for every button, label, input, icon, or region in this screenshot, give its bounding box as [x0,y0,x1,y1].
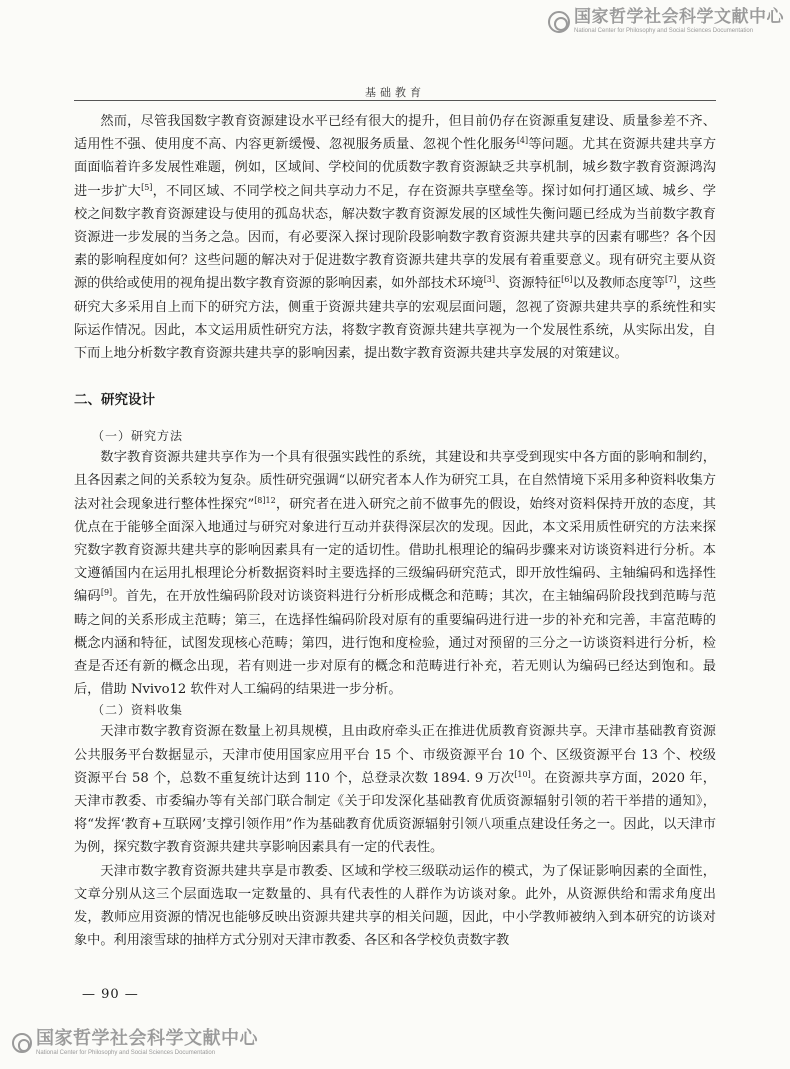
text-run: 天津市数字教育资源共建共享是市教委、区域和学校三级联动运作的模式，为了保证影响因素的全面性，文章分别从这三个层面选取一定数量的、具有代表性的人群作为访谈对象。此外，从资源供给和需求角度出发，教师应用资源的情况也能够反映出资源共建共享的相关问题，因此，中小学教师被纳入到本研究的访谈对象中。利用滚雪球的抽样方式分别对天津市教委、各区和各学校负责数字教 [74,863,716,949]
paragraph [74,110,716,365]
subsection-heading-methods: （一）研究方法 [92,429,184,444]
watermark-logo-top [548,9,784,35]
citation-ref: [10] [514,769,531,779]
article-body [74,110,716,953]
page-number: — 90 — [82,987,139,1002]
methods-section [74,446,716,701]
paragraph [74,720,716,859]
text-run: 以及教师态度等 [572,276,666,292]
citation-ref: [4] [516,136,529,146]
intro-section [74,110,716,365]
archive-seal-icon [548,11,570,33]
section-heading: 二、研究设计 [74,392,155,409]
citation-ref: [5] [141,182,153,192]
text-run: 。首先，在开放性编码阶段对访谈资料进行分析形成概念和范畴；其次，在主轴编码阶段找到范畴与范畴之间的关系形成主范畴；第三，在选择性编码阶段对原有的重要编码进行进一步的补充和完善，丰富范畴的概念内涵和特征，试图发现核心范畴；第四，进行饱和度检验，通过对预留的三分之一访谈资料进行分析，检查是否还有新的概念出现，若有则进一步对原有的概念和范畴进行补充，若无则认为编码已经达到饱和。最后，借助 Nvivo12 软件对人工编码的结果进一步分析。 [74,589,717,698]
watermark-name: 国家哲学社会科学文献中心 [574,7,784,27]
watermark-english: National Center for Philosophy and Social Sciences Documentation [36,1050,216,1056]
archive-seal-icon [12,1033,32,1053]
citation-ref: [8]12 [254,495,276,505]
citation-ref: [7] [665,275,677,285]
watermark-logo-bottom [12,1030,258,1057]
running-head: 基础教育 [365,86,425,99]
text-run: 天津市数字教育资源在数量上初具规模，且由政府牵头正在推进优质教育资源共享。天津市基础教育资源公共服务平台数据显示，天津市使用国家应用平台 15 个、市级资源平台 10 个、区级资源平台 13 个、校级资源平台 58 个，总数不重复统计达到 110 个，总登录次数 1894. 9 万次 [74,724,716,786]
text-run: 然而，尽管我国数字教育资源建设水平已经有很大的提升，但目前仍存在资源重复建设、质量参差不齐、适用性不强、使用度不高、内容更新缓慢、忽视服务质量、忽视个性化服务 [74,114,716,153]
text-run: 数字教育资源共建共享作为一个具有很强实践性的系统，其建设和共享受到现实中各方面的影响和制约，且各因素之间的关系较为复杂。质性研究强调“以研究者本人作为研究工具，在自然情境下采用多种资料收集方法对社会现象进行整体性探究” [74,450,716,512]
watermark-name: 国家哲学社会科学文献中心 [36,1028,258,1049]
citation-ref: [9] [100,588,113,598]
subsection-heading-data: （二）资料收集 [92,703,184,718]
citation-ref: [3] [483,275,496,285]
text-run: 等问题。尤其在资源共建共享方面面临着许多发展性难题，例如，区域间、学校间的优质数字教育资源缺乏共享机制，城乡数字教育资源鸿沟进一步扩大 [74,137,717,199]
text-run: ，这些研究大多采用自上而下的研究方法，侧重于资源共建共享的宏观层面问题，忽视了资源共建共享的系统性和实际运作情况。因此，本文运用质性研究方法，将数字教育资源共建共享视为一个发展性系统，从实际出发，自下而上地分析数字教育资源共建共享的影响因素，提出数字教育资源共建共享发展的对策建议。 [74,276,717,362]
paragraph [74,860,716,953]
text-run: 。在资源共享方面，2020 年，天津市教委、市委编办等有关部门联合制定《关于印发深化基础教育优质资源辐射引领的若干举措的通知》，将“发挥‘教育+互联网’支撑引领作用”作为基础教育优质资源辐射引领八项重点建设任务之一。因此，以天津市为例，探究数字教育资源共建共享影响因素具有一定的代表性。 [74,770,716,856]
paragraph [74,446,716,701]
text-run: ，不同区域、不同学校之间共享动力不足，存在资源共享壁垒等。探讨如何打通区域、城乡、学校之间数字教育资源建设与使用的孤岛状态，解决数字教育资源发展的区域性失衡问题已经成为当前数字教育资源进一步发展的当务之急。因而，有必要深入探讨现阶段影响数字教育资源共建共享的因素有哪些？各个因素的影响程度如何？这些问题的解决对于促进数字教育资源共建共享的发展有着重要意义。现有研究主要从资源的供给或使用的视角提出数字教育资源的影响因素，如外部技术环境 [74,183,716,292]
text-run: 、资源特征 [495,276,562,292]
watermark-english: National Center for Philosophy and Social Sciences Documentation [574,28,754,34]
header-rule [74,100,716,101]
citation-ref: [6] [561,275,573,285]
text-run: ，研究者在进入研究之前不做事先的假设，始终对资料保持开放的态度，其优点在于能够全面深入地通过与研究对象进行互动并获得深层次的发现。因此，本文采用质性研究的方法来探究数字教育资源共建共享的影响因素具有一定的适切性。借助扎根理论的编码步骤来对访谈资料进行分析。本文遵循国内在运用扎根理论分析数据资料时主要选择的三级编码研究范式，即开放性编码、主轴编码和选择性编码 [74,496,716,605]
data-collection-section [74,720,716,952]
